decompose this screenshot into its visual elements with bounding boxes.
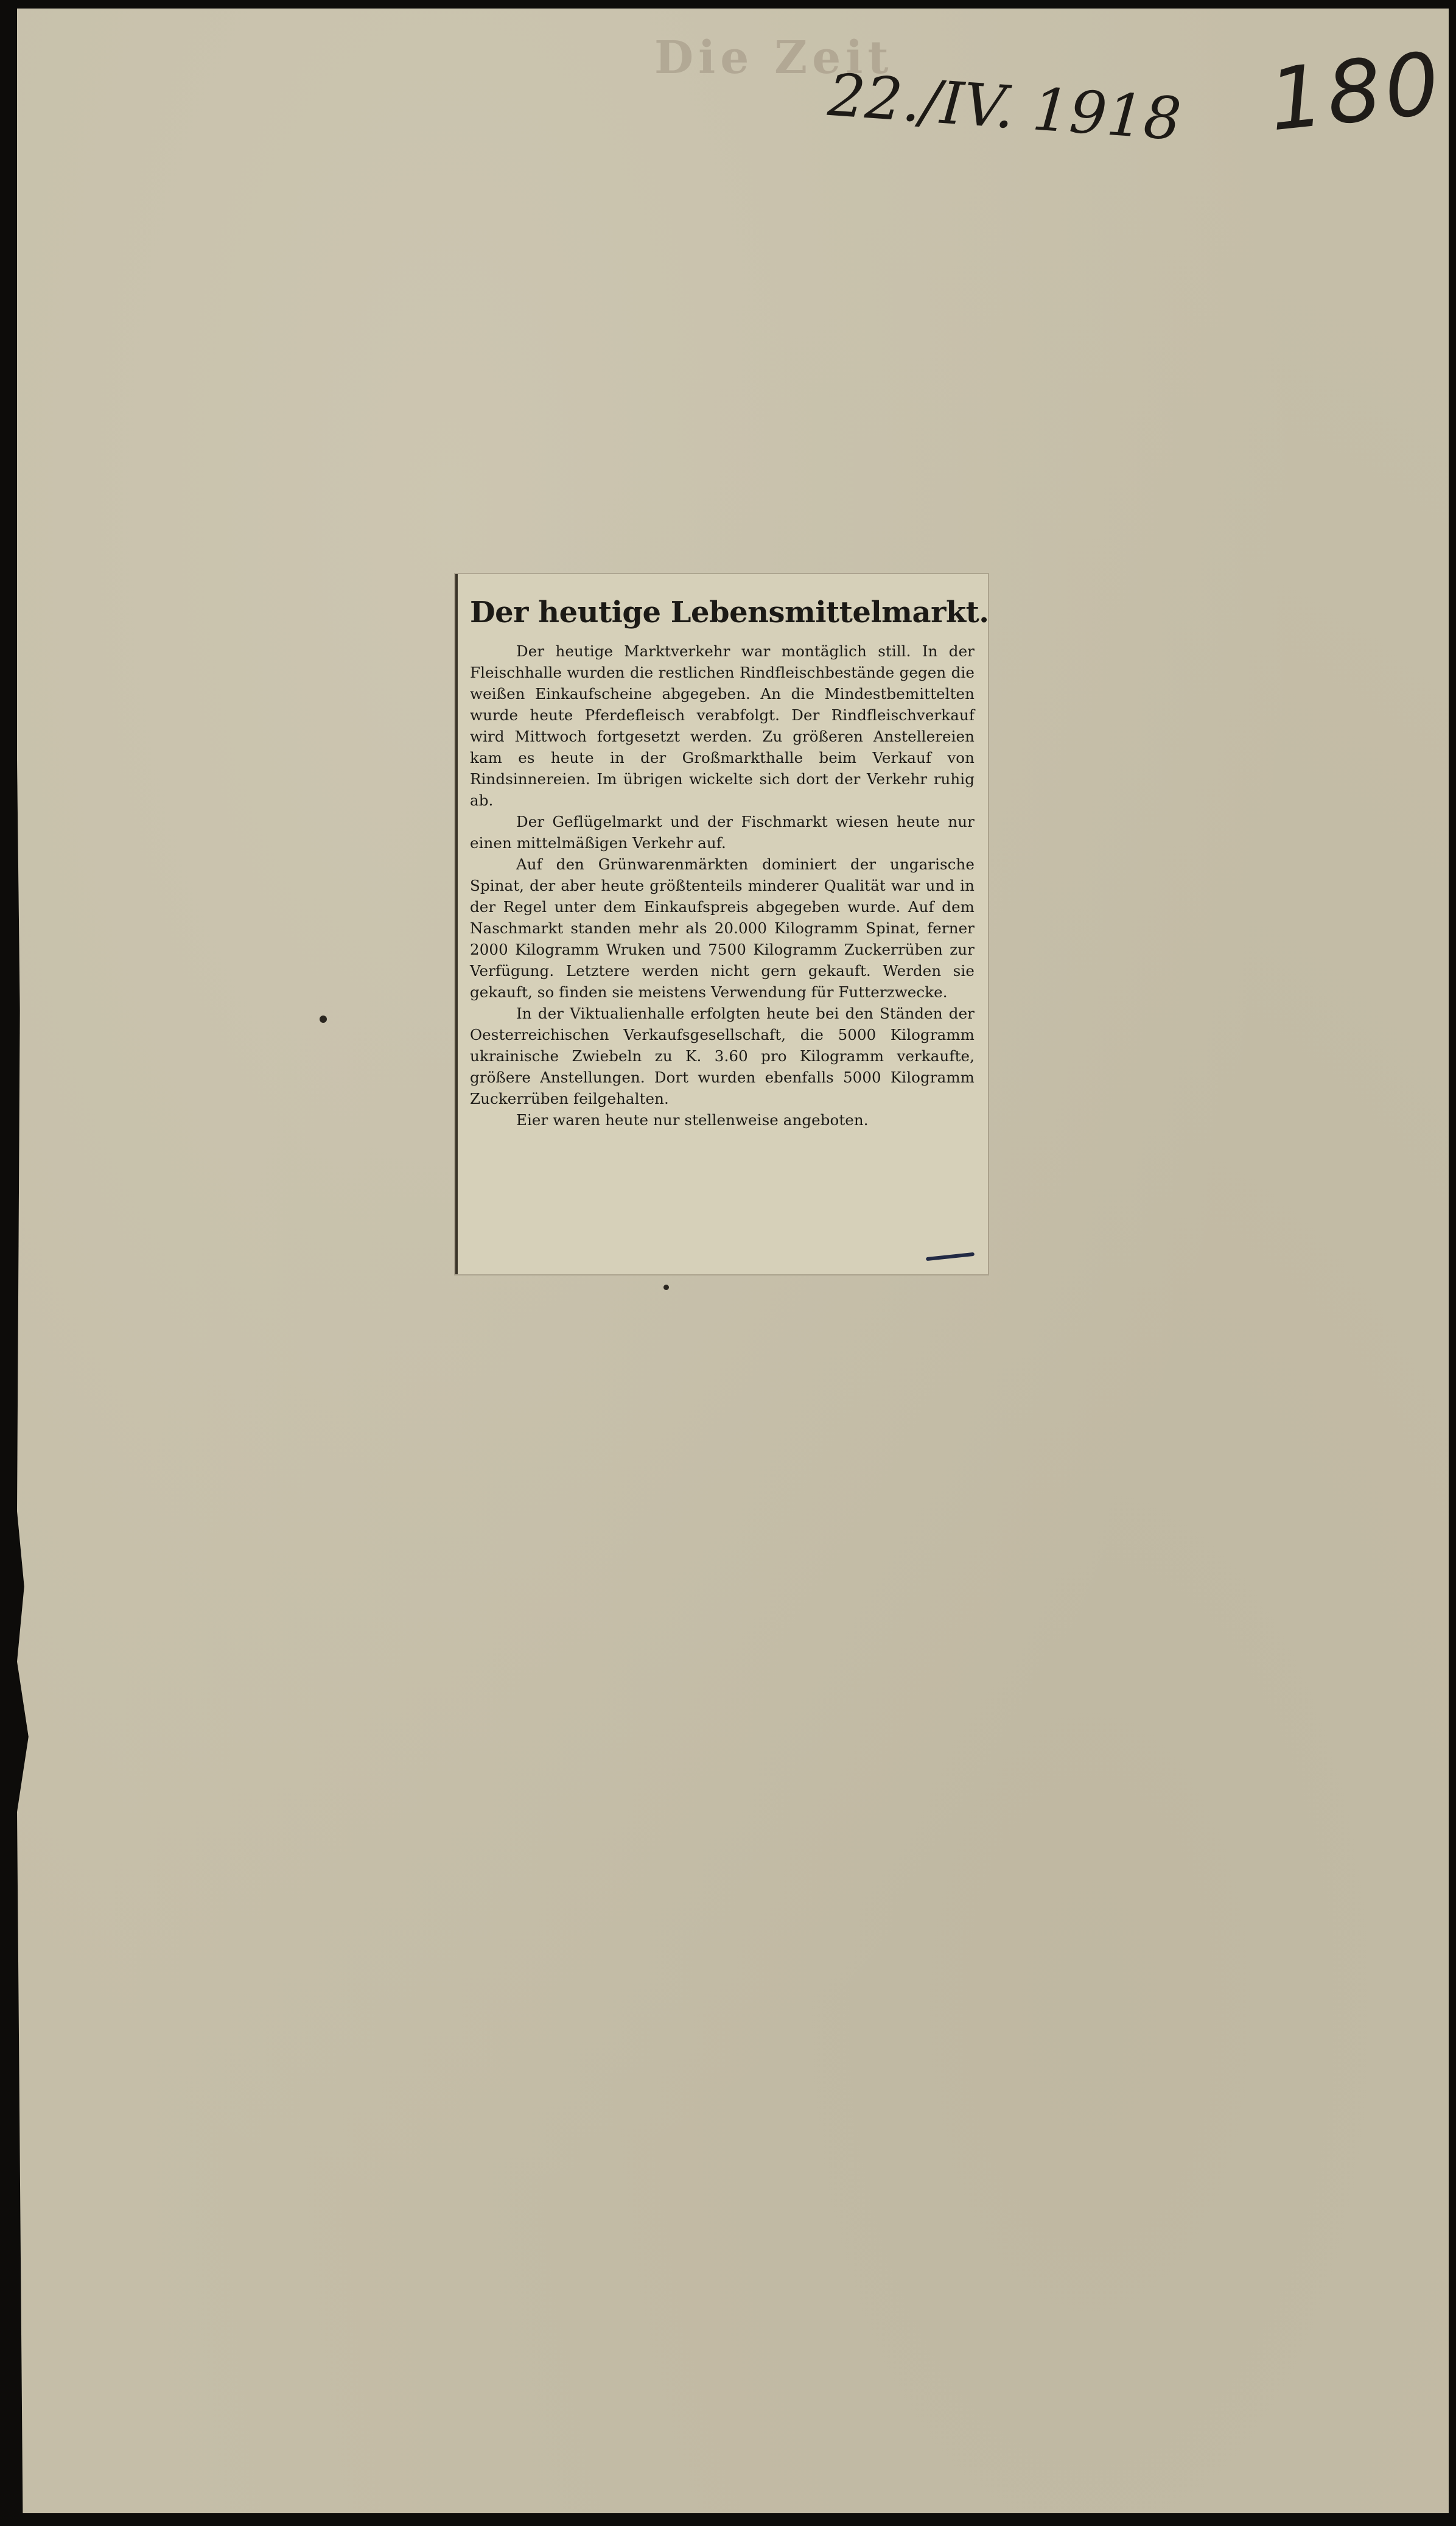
handwritten-date: 22./IV. 1918 <box>825 60 1184 154</box>
newspaper-stamp: Die Zeit <box>654 32 894 84</box>
article-headline: Der heutige Lebensmittelmarkt. <box>470 595 989 630</box>
handwritten-page-number: 180 <box>1264 33 1447 151</box>
newspaper-clipping <box>455 574 988 1274</box>
ink-underline-mark <box>926 1252 975 1261</box>
punch-hole <box>320 1016 327 1023</box>
article-paragraph: Auf den Grünwarenmärkten dominiert der ungarische Spinat, der aber heute größtenteils minderer Qualität war und in der Regel unter dem Einkaufspreis abgegeben wurde. Auf dem Naschmarkt standen mehr als 20.000 Kilogramm Spinat, ferner 2000 Kilogramm Wruken und 7500 Kilogramm Zuckerrüben zur Verfügung. Letztere werden nicht gern gekauft. Werden sie gekauft, so finden sie meistens Verwendung für Futterzwecke. <box>470 855 975 1002</box>
article-paragraph: In der Viktualienhalle erfolgten heute bei den Ständen der Oesterreichischen Verkaufsgesellschaft, die 5000 Kilogramm ukrainische Zwiebeln zu K. 3.60 pro Kilogramm verkaufte, größere Anstellungen. Dort wurden ebenfalls 5000 Kilogramm Zuckerrüben feilgehalten. <box>470 1005 975 1108</box>
article-paragraph: Der heutige Marktverkehr war montäglich still. In der Fleischhalle wurden die restlichen Rindfleischbestände gegen die weißen Einkaufscheine abgegeben. An die Mindestbemittelten wurde heute Pferdefleisch verabfolgt. Der Rindfleischverkauf wird Mittwoch fortgesetzt werden. Zu größeren Anstellereien kam es heute in der Großmarkthalle beim Verkauf von Rindsinnereien. Im übrigen wickelte sich dort der Verkehr ruhig ab. <box>470 642 975 810</box>
article-paragraph: Der Geflügelmarkt und der Fischmarkt wiesen heute nur einen mittelmäßigen Verkehr auf. <box>470 813 975 852</box>
article-paragraph: Eier waren heute nur stellenweise angeboten. <box>516 1111 869 1129</box>
punch-hole <box>663 1285 669 1290</box>
